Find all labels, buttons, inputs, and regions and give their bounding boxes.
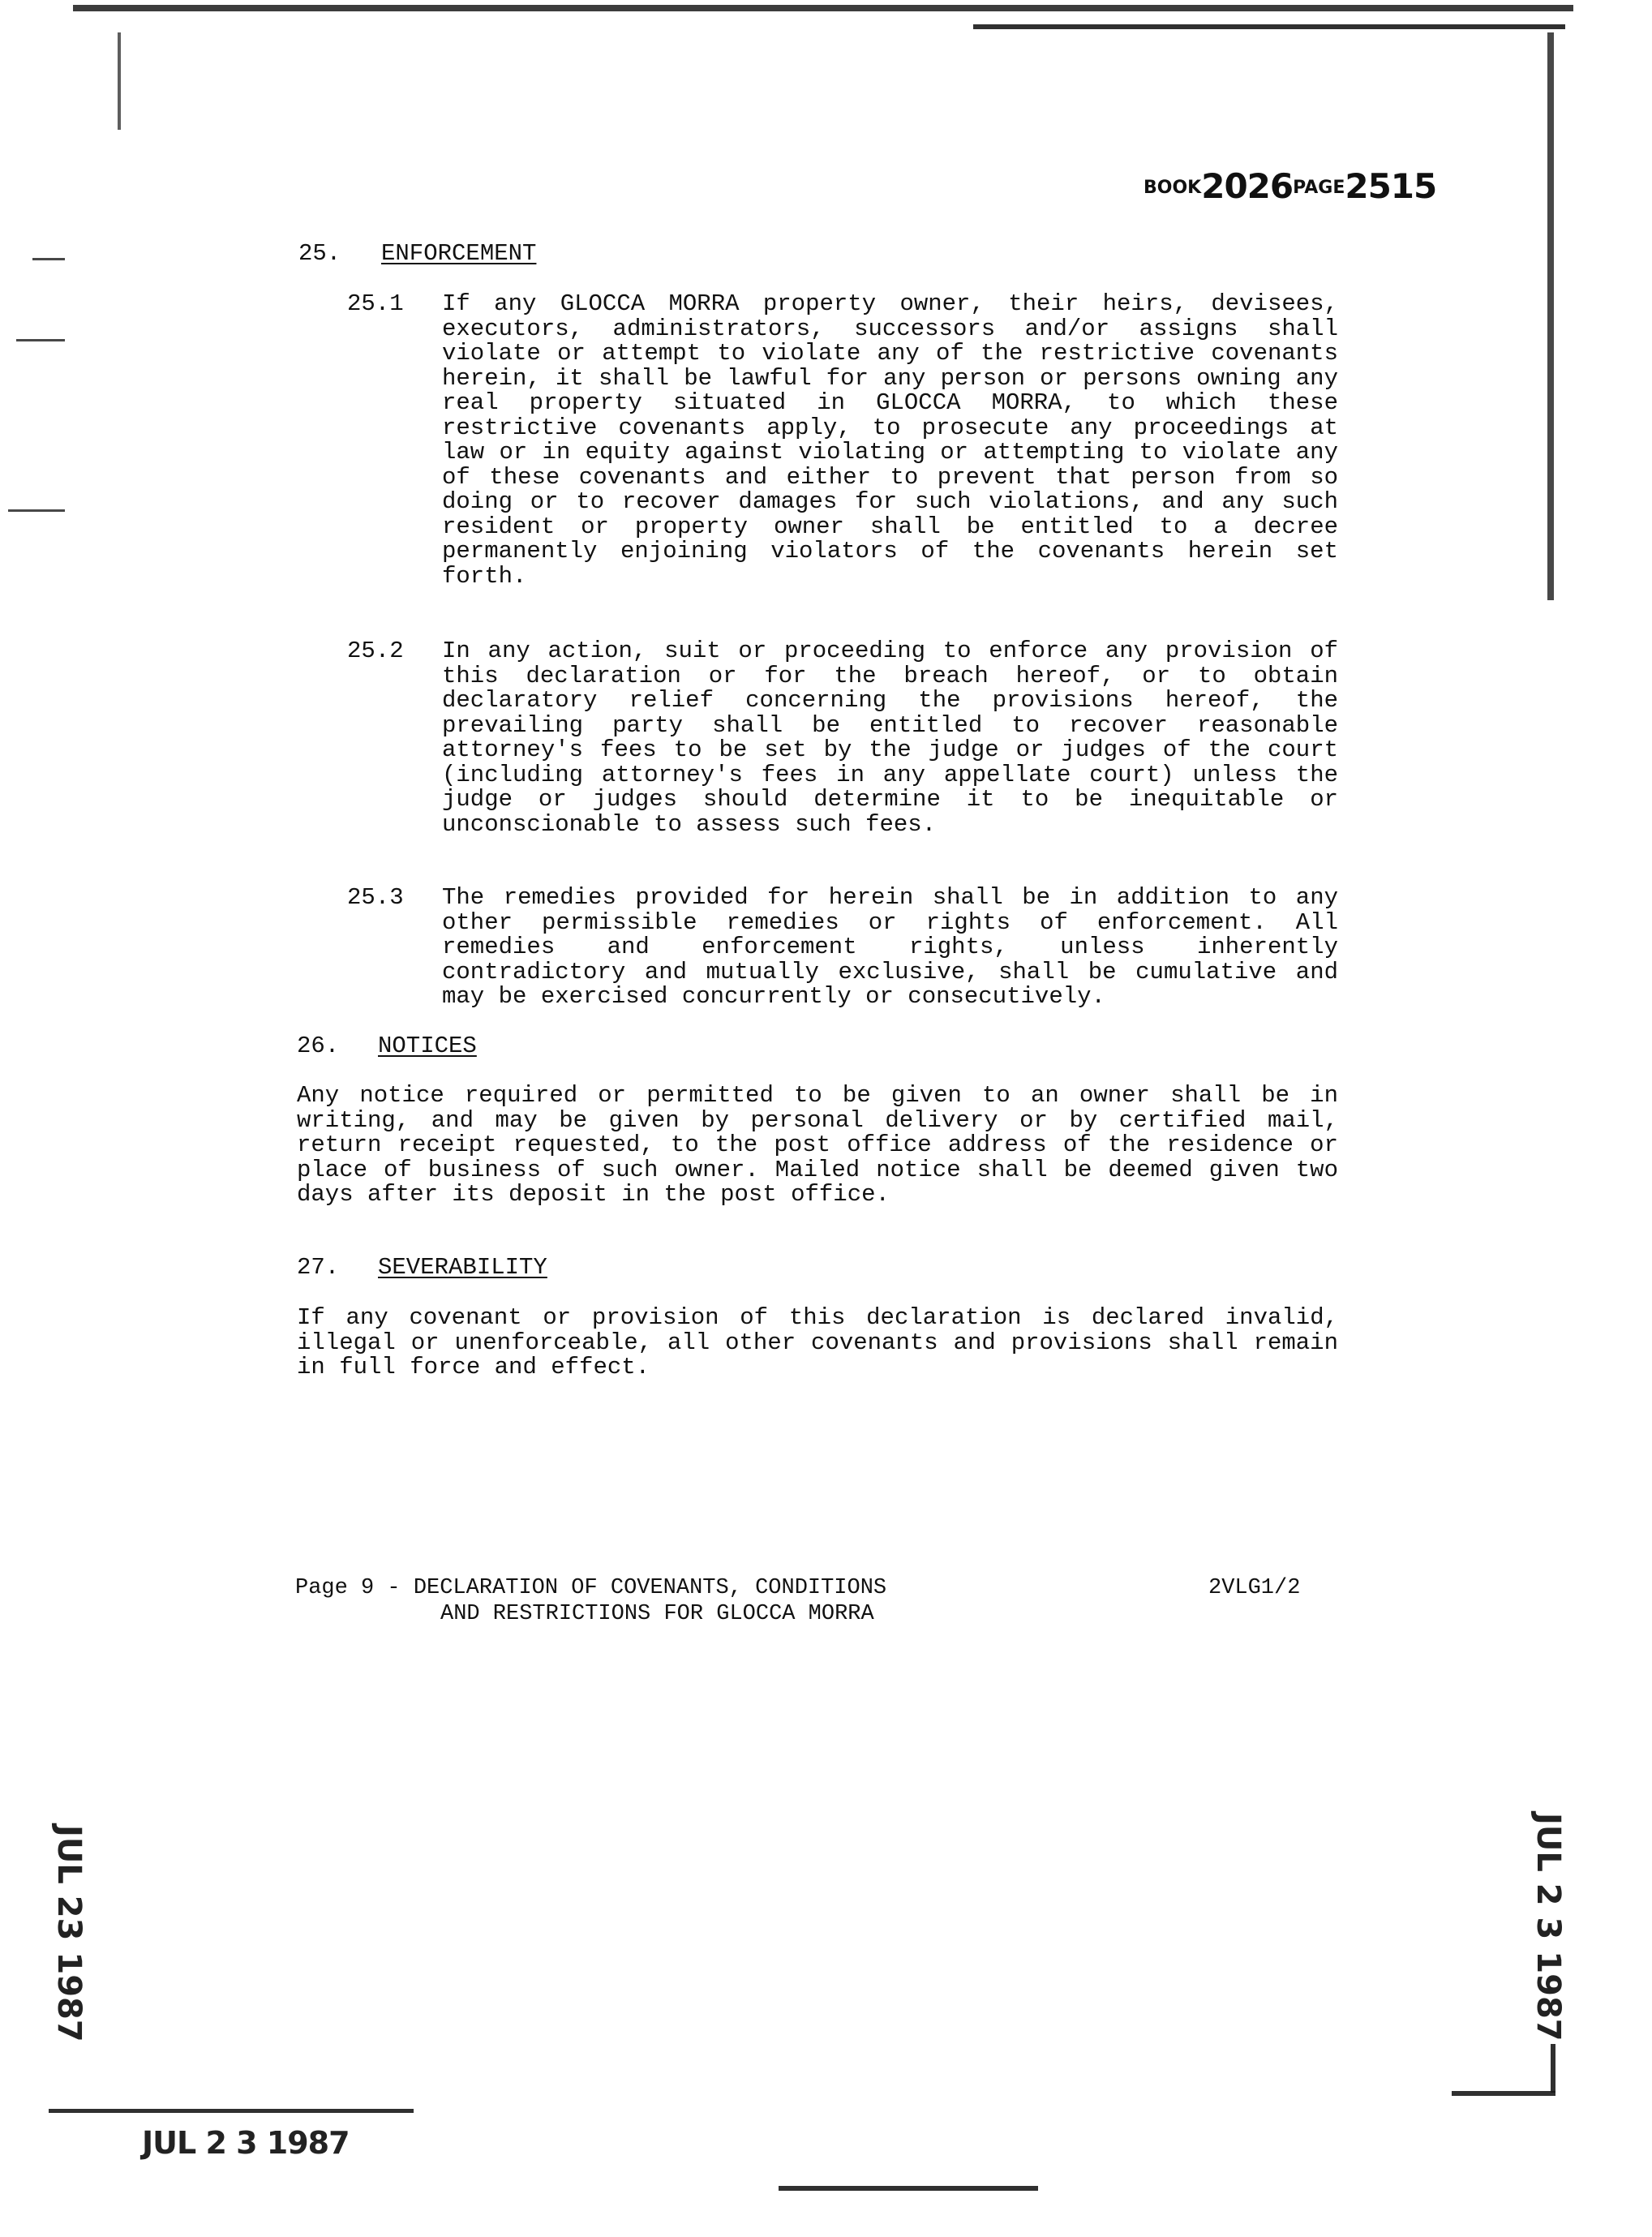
scan-left-edge: [118, 32, 121, 130]
book-number: 2026: [1201, 166, 1294, 206]
section-27-title: SEVERABILITY: [378, 1254, 547, 1281]
footer-code: 2VLG1/2: [1208, 1576, 1301, 1600]
section-27-text: If any covenant or provision of this declaration is declared invalid, illegal or unenforceable, all other covenants and provisions shall remain in full force and effect.: [297, 1304, 1338, 1380]
bottom-date-stamp: JUL 2 3 1987: [142, 2125, 350, 2161]
item-25-2-number: 25.2: [347, 638, 404, 664]
item-25-1-number: 25.1: [347, 290, 404, 317]
page-number: 2515: [1345, 166, 1437, 206]
scan-bottom-rule-2: [779, 2186, 1038, 2191]
footer-line-2: AND RESTRICTIONS FOR GLOCCA MORRA: [440, 1602, 874, 1626]
book-label: BOOK: [1144, 178, 1202, 198]
scan-top-edge-2: [973, 24, 1565, 29]
scan-left-tick-3: [8, 509, 65, 512]
item-25-3-number: 25.3: [347, 884, 404, 911]
section-26-text: Any notice required or permitted to be given to an owner shall be in writing, and may be given by personal delivery or by certified mail, return receipt requested, to the post office address of the residence or place of business of such owner. Mailed notice shall be deemed given two days after its deposit in the post office.: [297, 1082, 1338, 1208]
scan-left-tick-1: [32, 258, 65, 260]
section-25-title: ENFORCEMENT: [381, 240, 537, 267]
scan-right-edge-lower: [1551, 2044, 1555, 2093]
right-vertical-date-stamp: JUL 2 3 1987: [1530, 1813, 1567, 2042]
scan-top-edge: [73, 5, 1573, 11]
left-vertical-date-stamp: JUL 23 1987: [50, 1825, 88, 2042]
scan-right-edge: [1547, 32, 1554, 600]
book-page-stamp: [1144, 166, 1437, 206]
footer-line-1: Page 9 - DECLARATION OF COVENANTS, CONDITIONS: [295, 1576, 887, 1600]
scan-left-tick-2: [16, 339, 65, 341]
page-label: PAGE: [1293, 178, 1345, 198]
section-25-number: 25.: [298, 240, 341, 267]
item-25-1-text: If any GLOCCA MORRA property owner, their heirs, devisees, executors, administrators, successors and/or assigns shall violate or attempt to violate any of the restrictive covenants herein, it shall be lawful for any person or persons owning any real property situated in GLOCCA MORRA, to which these restrictive covenants apply, to prosecute any proceedings at law or in equity against violating or attempting to violate any of these covenants and either to prevent that person from so doing or to recover damages for such violations, and any such resident or property owner shall be entitled to a decree permanently enjoining violators of the covenants herein set forth.: [442, 290, 1338, 590]
section-26-title: NOTICES: [378, 1033, 477, 1059]
item-25-2-text: In any action, suit or proceeding to enforce any provision of this declaration or for the breach hereof, or to obtain declaratory relief concerning the provisions hereof, the prevailing party shall be entitled to recover reasonable attorney's fees to be set by the judge or judges of the court (including attorney's fees in any appellate court) unless the judge or judges should determine it to be inequitable or unconscionable to assess such fees.: [442, 638, 1338, 838]
scan-bottom-rule: [49, 2109, 414, 2113]
section-26-number: 26.: [297, 1033, 340, 1059]
scan-right-bottom-tick: [1452, 2091, 1555, 2096]
section-27-number: 27.: [297, 1254, 340, 1281]
item-25-3-text: The remedies provided for herein shall be in addition to any other permissible remedies or rights of enforcement. All remedies and enforcement rights, unless inherently contradictory and mutually exclusive, shall be cumulative and may be exercised concurrently or consecutively.: [442, 884, 1338, 1010]
